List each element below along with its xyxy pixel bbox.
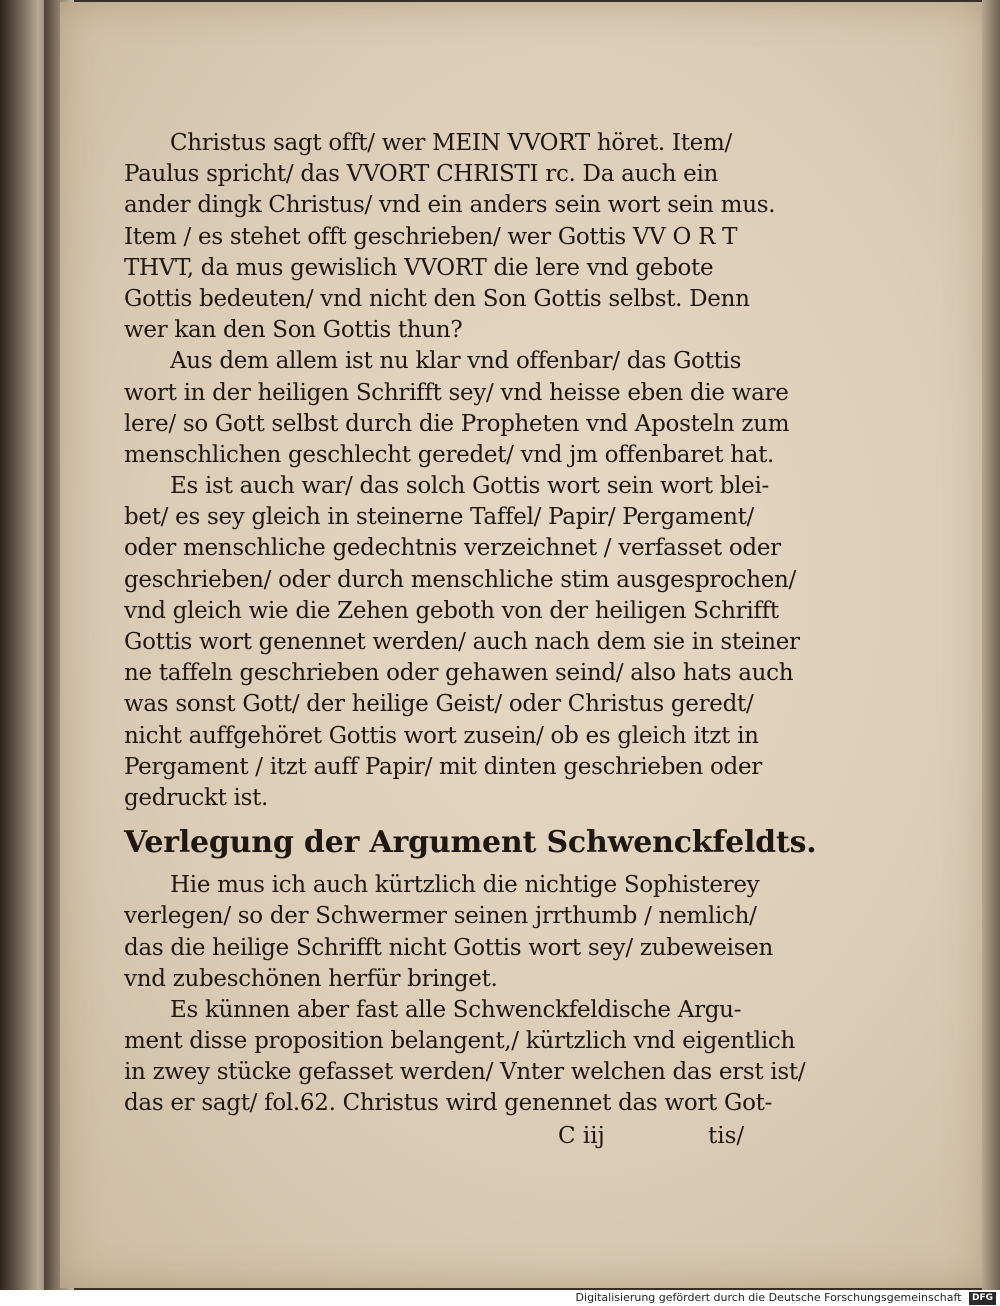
signature-mark: C iij: [558, 1122, 605, 1149]
text-line: Gottis bedeuten/ vnd nicht den Son Gottis selbst. Denn: [124, 285, 750, 312]
text-line: ne taffeln geschrieben oder gehawen seind/ also hats auch: [124, 660, 794, 687]
text-line: Christus sagt offt/ wer MEIN VVORT höret. Item/: [170, 130, 732, 156]
text-line: wort in der heiligen Schrifft sey/ vnd heisse eben die ware: [124, 379, 789, 406]
text-line: Pergament / itzt auff Papir/ mit dinten geschrieben oder: [124, 753, 762, 780]
paragraph-1: [124, 128, 844, 346]
paragraph-2: [124, 346, 844, 471]
text-line: Hie mus ich auch kürtzlich die nichtige Sophisterey: [170, 872, 760, 899]
text-line: Es ist auch war/ das solch Gottis wort sein wort blei-: [170, 473, 770, 500]
text-line: was sonst Gott/ der heilige Geist/ oder Christus geredt/: [124, 691, 754, 718]
credit-text: Digitalisierung gefördert durch die Deutsche Forschungsgemeinschaft: [575, 1291, 962, 1304]
paragraph-5: [124, 995, 844, 1120]
text-line: Item / es stehet offt geschrieben/ wer Gottis VV O R T: [124, 223, 738, 250]
page-edge: [982, 0, 1000, 1290]
text-line: lere/ so Gott selbst durch die Propheten vnd Aposteln zum: [124, 410, 790, 437]
text-line: Paulus spricht/ das VVORT CHRISTI rc. Da auch ein: [124, 161, 719, 188]
text-line: ander dingk Christus/ vnd ein anders sein wort sein mus.: [124, 192, 776, 219]
text-line: vnd zubeschönen herfür bringet.: [124, 965, 498, 992]
text-line: das er sagt/ fol.62. Christus wird genennet das wort Got-: [124, 1090, 773, 1117]
text-line: oder menschliche gedechtnis verzeichnet / verfasset oder: [124, 535, 781, 562]
previous-page-edge: [0, 0, 48, 1290]
text-line: Es künnen aber fast alle Schwenckfeldische Argu-: [170, 996, 742, 1023]
page-footer: [124, 1120, 844, 1152]
text-line: Aus dem allem ist nu klar vnd offenbar/ das Gottis: [170, 348, 742, 375]
catchword: tis/: [708, 1122, 745, 1149]
digitization-credit: [0, 1290, 1000, 1306]
text-line: geschrieben/ oder durch menschliche stim ausgesprochen/: [124, 566, 797, 593]
text-line: verlegen/ so der Schwermer seinen jrrthumb / nemlich/: [124, 903, 757, 930]
text-line: Gottis wort genennet werden/ auch nach dem sie in steiner: [124, 629, 800, 655]
text-line: gedruckt ist.: [124, 784, 269, 811]
book-page: [60, 2, 986, 1288]
text-line: vnd gleich wie die Zehen geboth von der heiligen Schrifft: [124, 597, 779, 624]
text-line: bet/ es sey gleich in steinerne Taffel/ Papir/ Pergament/: [124, 504, 755, 531]
page-text: [124, 128, 844, 1152]
text-line: nicht auffgehöret Gottis wort zusein/ ob es gleich itzt in: [124, 722, 759, 749]
text-line: THVT, da mus gewislich VVORT die lere vnd gebote: [124, 254, 714, 281]
text-line: wer kan den Son Gottis thun?: [124, 317, 463, 344]
paragraph-3: [124, 471, 844, 814]
section-heading: Verlegung der Argument Schwenckfeldts.: [124, 825, 817, 861]
text-line: menschlichen geschlecht geredet/ vnd jm offenbaret hat.: [124, 441, 775, 468]
text-line: in zwey stücke gefasset werden/ Vnter welchen das erst ist/: [124, 1059, 806, 1086]
text-line: das die heilige Schrifft nicht Gottis wort sey/ zubeweisen: [124, 934, 773, 961]
dfg-logo: DFG: [969, 1292, 996, 1305]
text-line: ment disse proposition belangent,/ kürtzlich vnd eigentlich: [124, 1028, 795, 1055]
paragraph-4: [124, 870, 844, 995]
